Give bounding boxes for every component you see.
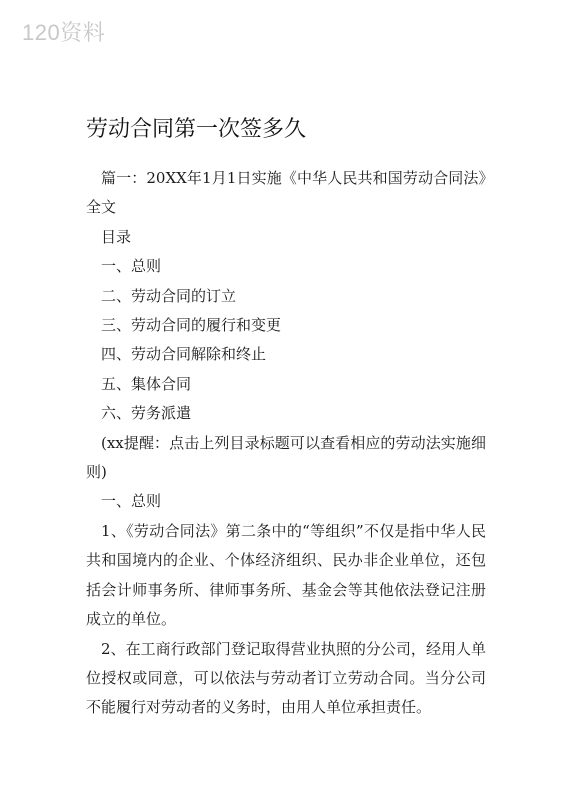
section-heading: 一、总则 bbox=[101, 492, 162, 511]
toc-item[interactable]: 一、总则 bbox=[101, 257, 162, 276]
toc-heading: 目录 bbox=[101, 227, 132, 246]
document-body bbox=[86, 164, 486, 723]
body-paragraph: 1、《劳动合同法》第二条中的“等组织”不仅是指中华人民共和国境内的企业、个体经济组织、民办非企业单位，还包括会计师事务所、律师事务所、基金会等其他依法登记注册成立的单位。 bbox=[86, 521, 486, 629]
toc-item[interactable]: 五、集体合同 bbox=[101, 374, 192, 393]
toc-item[interactable]: 二、劳动合同的订立 bbox=[101, 286, 237, 305]
reminder-note: (xx提醒：点击上列目录标题可以查看相应的劳动法实施细则) bbox=[86, 433, 486, 482]
watermark-logo: 120资料 bbox=[22, 20, 106, 45]
intro-paragraph: 篇一：20XX年1月1日实施《中华人民共和国劳动合同法》全文 bbox=[86, 169, 486, 217]
toc-item[interactable]: 六、劳务派遣 bbox=[101, 404, 192, 423]
body-paragraph: 2、在工商行政部门登记取得营业执照的分公司，经用人单位授权或同意，可以依法与劳动者订立劳动合同。当分公司不能履行对劳动者的义务时，由用人单位承担责任。 bbox=[86, 639, 486, 717]
toc-item[interactable]: 四、劳动合同解除和终止 bbox=[101, 345, 267, 364]
toc-item[interactable]: 三、劳动合同的履行和变更 bbox=[101, 316, 282, 335]
document-title: 劳动合同第一次签多久 bbox=[86, 117, 307, 142]
